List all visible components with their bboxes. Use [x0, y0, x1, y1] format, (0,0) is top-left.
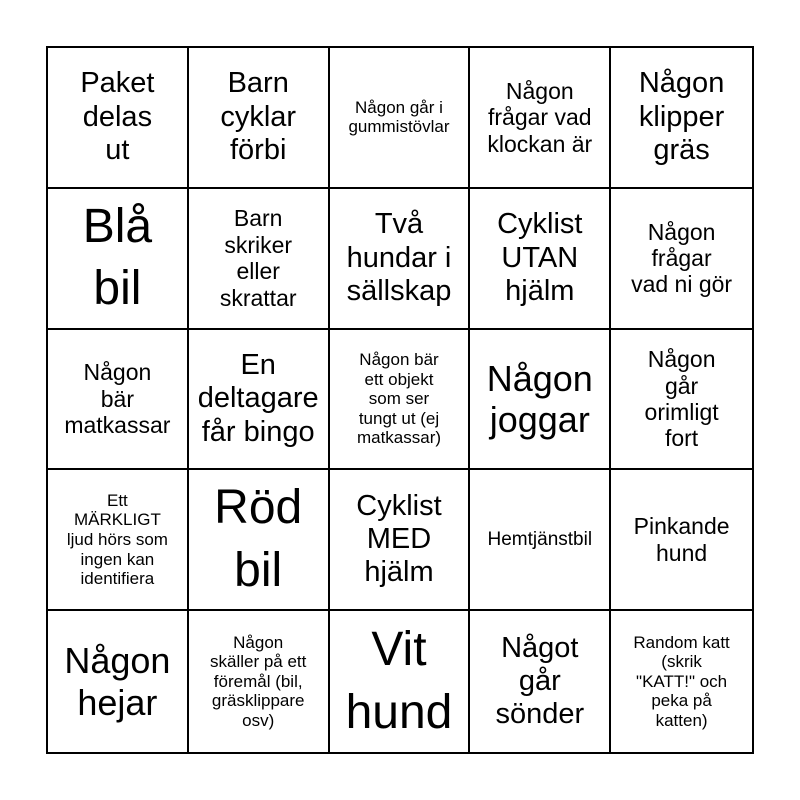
cell-label: Någon bär ett objekt som ser tungt ut (ej matkassar) — [356, 350, 442, 448]
bingo-cell[interactable] — [330, 189, 471, 330]
cell-label: Hemtjänstbil — [487, 528, 593, 550]
cell-label: Två hundar i sällskap — [346, 208, 452, 307]
cell-label: Paket delas ut — [80, 67, 155, 167]
bingo-cell[interactable] — [611, 189, 752, 330]
bingo-cell[interactable] — [189, 330, 330, 471]
cell-label: Pinkande hund — [633, 513, 730, 566]
cell-label: Barn cyklar förbi — [220, 67, 297, 167]
bingo-cell[interactable] — [470, 330, 611, 471]
cell-label: En deltagare får bingo — [197, 348, 319, 448]
cell-label: Någon frågar vad ni gör — [631, 218, 733, 298]
bingo-cell[interactable] — [189, 470, 330, 611]
bingo-cell[interactable] — [48, 330, 189, 471]
bingo-cell[interactable] — [189, 611, 330, 752]
cell-label: Någon går i gummistövlar — [348, 97, 450, 137]
cell-label: Barn skriker eller skrattar — [219, 205, 297, 311]
bingo-board — [46, 46, 754, 754]
cell-label: Någon skäller på ett föremål (bil, gräsklippare osv) — [210, 632, 307, 730]
bingo-cell[interactable] — [48, 611, 189, 752]
cell-label: Vit hund — [345, 623, 453, 739]
bingo-cell[interactable] — [189, 48, 330, 189]
bingo-cell[interactable] — [470, 48, 611, 189]
cell-label: Någon frågar vad klockan är — [487, 77, 593, 157]
bingo-cell[interactable] — [48, 189, 189, 330]
bingo-cell[interactable] — [330, 611, 471, 752]
bingo-cell[interactable] — [611, 330, 752, 471]
cell-label: Någon klipper gräs — [638, 67, 725, 167]
bingo-cell[interactable] — [611, 470, 752, 611]
cell-label: Cyklist MED hjälm — [356, 489, 442, 589]
bingo-cell[interactable] — [470, 470, 611, 611]
cell-label: Någon går orimligt fort — [644, 346, 719, 452]
cell-label: Random katt (skrik "KATT!" och peka på katten) — [633, 632, 730, 730]
cell-label: Någon hejar — [64, 640, 171, 723]
bingo-cell[interactable] — [48, 48, 189, 189]
bingo-cell[interactable] — [611, 48, 752, 189]
cell-label: Någon joggar — [486, 357, 593, 440]
cell-label: Något går sönder — [495, 631, 585, 731]
cell-label: Någon bär matkassar — [64, 359, 171, 439]
cell-label: Ett MÄRKLIGT ljud hörs som ingen kan identifiera — [66, 490, 168, 589]
cell-label: Cyklist UTAN hjälm — [497, 208, 583, 307]
cell-label: Röd bil — [214, 481, 303, 597]
bingo-cell[interactable] — [330, 330, 471, 471]
bingo-cell[interactable] — [611, 611, 752, 752]
bingo-cell[interactable] — [470, 189, 611, 330]
bingo-cell[interactable] — [48, 470, 189, 611]
bingo-cell[interactable] — [330, 470, 471, 611]
cell-label: Blå bil — [82, 199, 153, 316]
bingo-cell[interactable] — [189, 189, 330, 330]
bingo-cell[interactable] — [330, 48, 471, 189]
bingo-cell[interactable] — [470, 611, 611, 752]
